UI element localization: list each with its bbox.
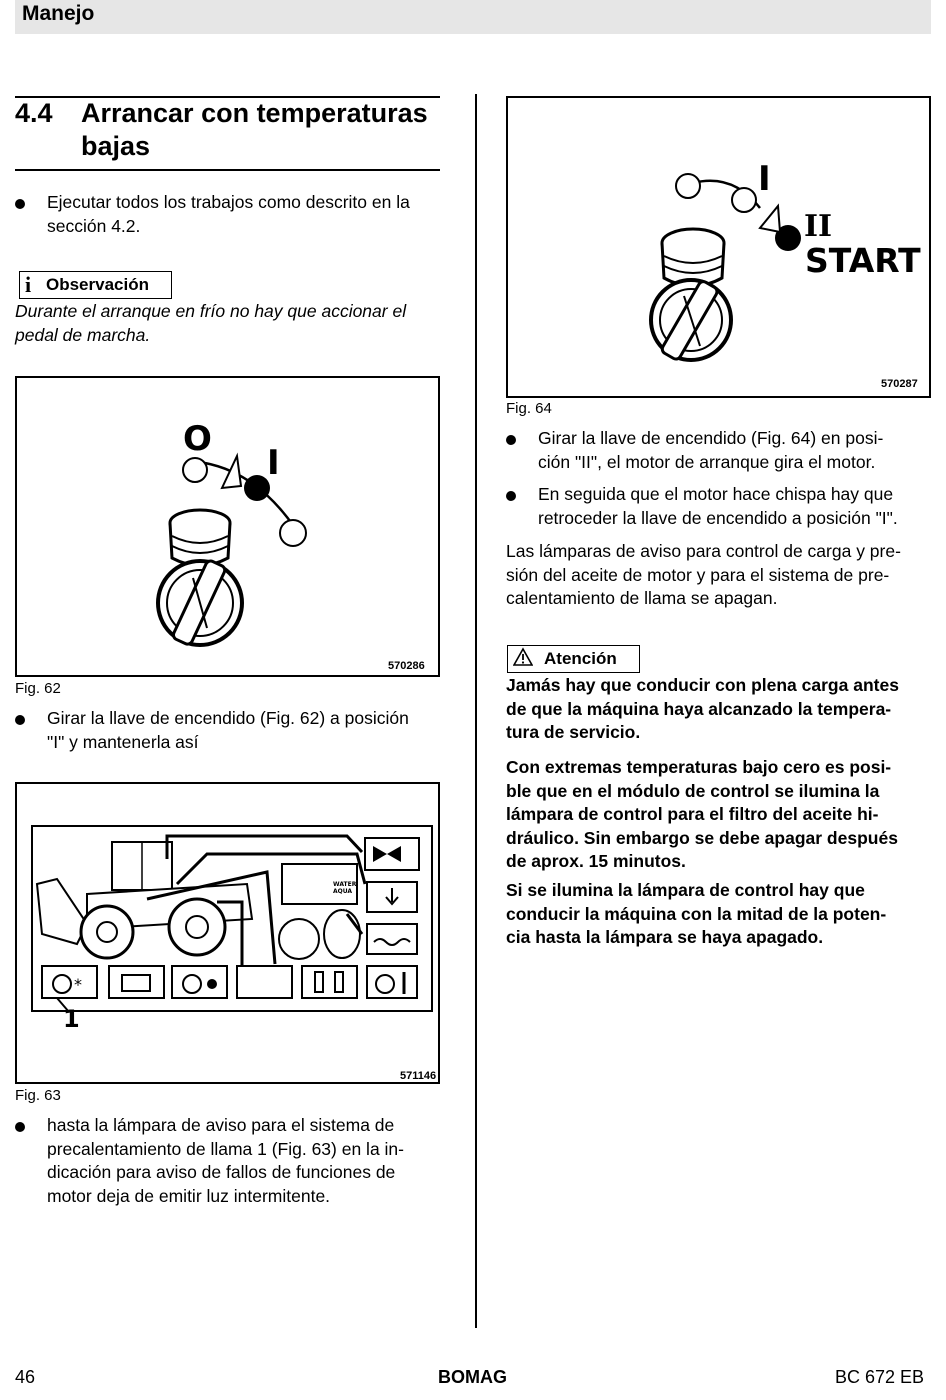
bullet-line: ción "II", el motor de arranque gira el motor.	[538, 451, 876, 472]
figure-caption: Fig. 62	[15, 680, 61, 697]
header-title: Manejo	[22, 2, 95, 25]
info-icon: i	[25, 272, 32, 297]
figure-id: 571146	[400, 1070, 437, 1082]
brand-name: BOMAG	[438, 1367, 507, 1387]
bullet-dot	[506, 491, 516, 501]
bullet-line: "I" y mantenerla así	[47, 731, 199, 752]
key-position-start: START	[805, 241, 921, 280]
key-position-off: O	[183, 419, 212, 459]
bullet-line: En seguida que el motor hace chispa hay que	[538, 484, 894, 504]
key-position-on: I	[758, 159, 771, 199]
model-name: BC 672 EB	[835, 1367, 925, 1387]
note-text: Durante el arranque en frío no hay que accionar el pedal de marcha.	[15, 301, 407, 345]
figure-caption: Fig. 64	[506, 400, 552, 417]
figure-62	[15, 376, 440, 677]
column-divider	[475, 94, 477, 1328]
bullet-item	[15, 707, 445, 755]
page-number: 46	[15, 1367, 36, 1387]
bullet-line: sección 4.2.	[47, 215, 141, 236]
bullet-item	[15, 191, 440, 239]
header-bar	[15, 0, 931, 34]
bullet-line: retroceder la llave de encendido a posición "I".	[538, 507, 898, 528]
key-position-on: I	[267, 443, 280, 483]
bullet-line: hasta la lámpara de aviso para el sistema de	[47, 1115, 395, 1135]
bullet-dot	[15, 715, 25, 725]
figure-64	[506, 96, 931, 398]
bullet-item	[506, 483, 936, 531]
warning-paragraph: Jamás hay que conducir con plena carga antes de que la máquina haya alcanzado la tempera- tura de servicio.	[506, 675, 899, 742]
warning-paragraph: Con extremas temperaturas bajo cero es posi- ble que en el módulo de control se ilumina la lámpara de control para el filtro del aceite hi- dráulico. Sin embargo se debe apagar después de aprox. 15 minutos.	[506, 757, 898, 871]
ignition-key-diagram-62	[17, 378, 438, 675]
key-position-2: II	[804, 209, 833, 244]
machine-warning-lamps-diagram	[17, 784, 438, 1082]
section-rule-bottom	[15, 169, 440, 171]
bullet-dot	[15, 199, 25, 209]
bullet-line: motor deja de emitir luz intermitente.	[47, 1185, 331, 1206]
bullet-item	[506, 427, 936, 475]
bullet-line: precalentamiento de llama 1 (Fig. 63) en la in-	[47, 1138, 404, 1159]
bullet-item	[15, 1114, 445, 1210]
figure-63	[15, 782, 440, 1084]
paragraph: Las lámparas de aviso para control de carga y pre- sión del aceite de motor y para el sistema de pre- calentamiento de llama se apagan.	[506, 541, 901, 608]
callout-number: 1	[63, 1005, 80, 1033]
note-label: Observación	[46, 275, 149, 294]
warning-paragraph: Si se ilumina la lámpara de control hay que conducir la máquina con la mitad de la poten- cia hasta la lámpara se haya apagado.	[506, 880, 887, 947]
tag-line: AQUA	[333, 888, 353, 895]
section-title: Arrancar con temperaturas bajas	[81, 98, 428, 161]
tag-line: WATER	[333, 881, 357, 888]
bullet-dot	[506, 435, 516, 445]
svg-text:*: *	[74, 975, 82, 994]
warning-box	[507, 645, 640, 673]
bullet-line: Ejecutar todos los trabajos como descrito en la	[47, 192, 410, 212]
figure-id: 570286	[388, 660, 425, 672]
bullet-line: Girar la llave de encendido (Fig. 62) a posición	[47, 708, 409, 728]
note-box	[19, 271, 172, 299]
bullet-dot	[15, 1122, 25, 1132]
warning-label: Atención	[544, 649, 617, 668]
ignition-key-diagram-64	[508, 98, 929, 396]
bullet-line: dicación para aviso de fallos de funciones de	[47, 1162, 396, 1182]
figure-caption: Fig. 63	[15, 1087, 61, 1104]
figure-id: 570287	[881, 378, 918, 390]
section-number: 4.4	[15, 98, 53, 128]
warning-triangle-icon	[513, 646, 533, 674]
bullet-line: Girar la llave de encendido (Fig. 64) en posi-	[538, 428, 884, 448]
